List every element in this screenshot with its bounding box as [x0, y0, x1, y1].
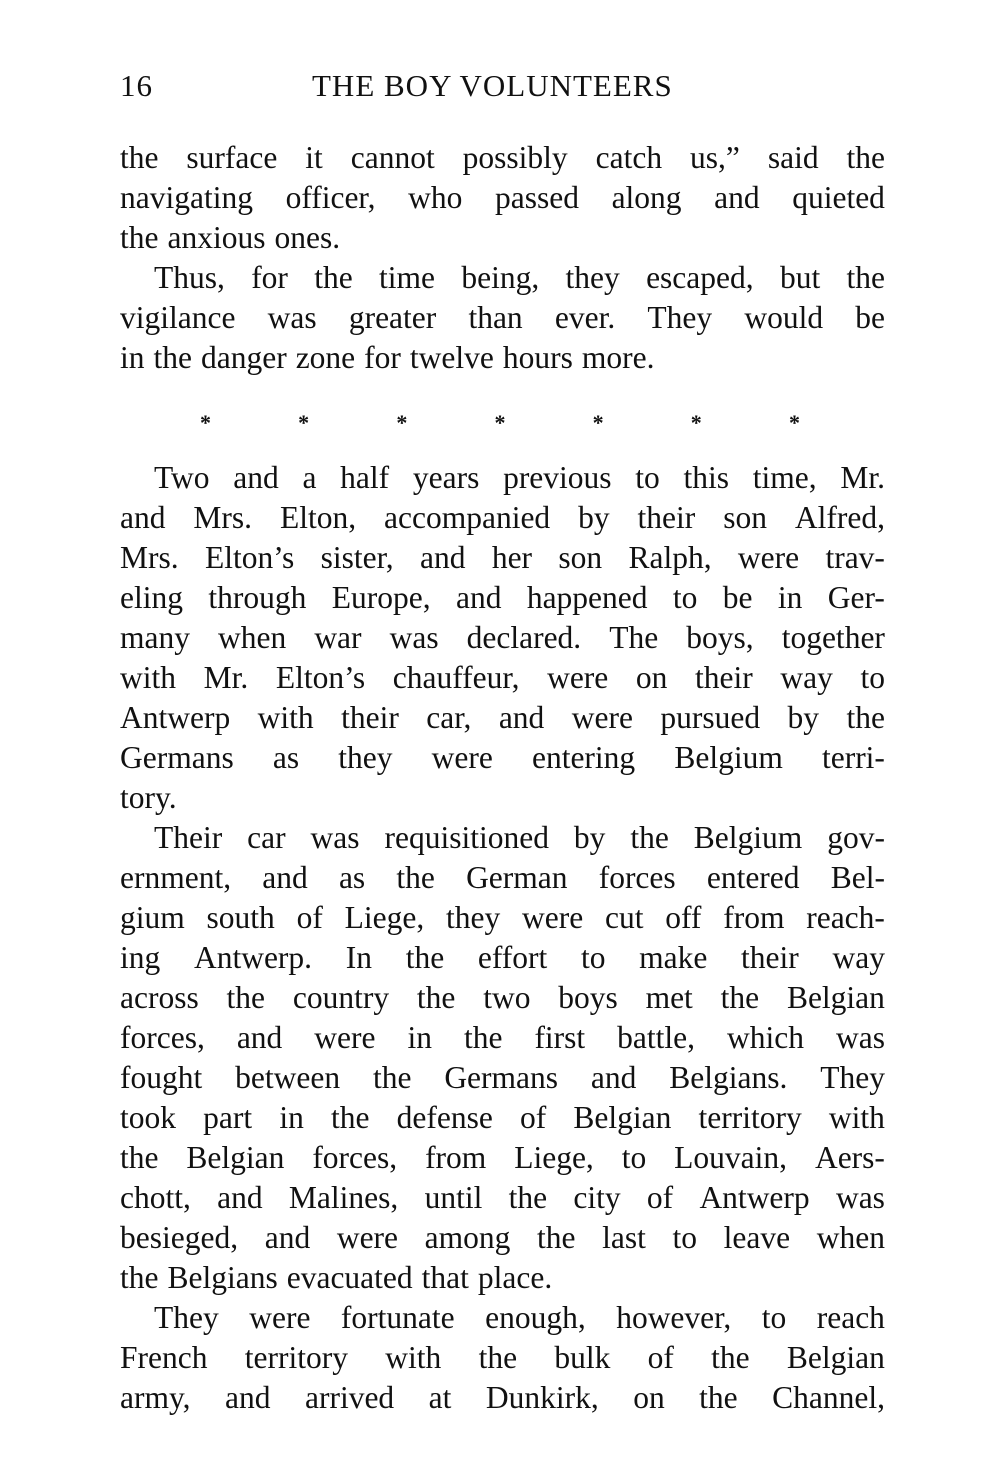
text-line: [120, 1098, 885, 1138]
word: fought: [120, 1060, 203, 1095]
word: ing: [120, 940, 161, 975]
word: of: [646, 1180, 674, 1215]
word: be: [722, 580, 753, 615]
word: and: [264, 1220, 311, 1255]
word: boys: [558, 980, 618, 1015]
word: to: [860, 660, 885, 695]
word: were: [431, 740, 493, 775]
word: were: [571, 700, 633, 735]
word: Dunkirk,: [485, 1380, 599, 1415]
word: to: [635, 460, 660, 495]
text-line: [120, 538, 885, 578]
text-line: [120, 1138, 885, 1178]
word: with: [828, 1100, 885, 1135]
word: territory: [698, 1100, 802, 1135]
word: They: [820, 1060, 885, 1095]
word: forces,: [312, 1140, 398, 1175]
word: us,”: [690, 140, 740, 175]
word: were: [522, 900, 584, 935]
word: and: [590, 1060, 637, 1095]
word: her: [491, 540, 533, 575]
word: previous: [503, 460, 612, 495]
word: Germans: [120, 740, 234, 775]
word: that: [421, 1260, 469, 1295]
word: pursued: [660, 700, 761, 735]
text-block-main: [120, 458, 885, 1418]
word: the: [120, 220, 159, 255]
word: Louvain,: [674, 1140, 788, 1175]
text-block-top: [120, 138, 885, 378]
word: Germans: [444, 1060, 559, 1095]
word: cut: [605, 900, 644, 935]
page-header: [120, 68, 885, 112]
word: declared.: [466, 620, 582, 655]
word: army,: [120, 1380, 191, 1415]
word: Liege,: [344, 900, 425, 935]
word: was: [267, 300, 317, 335]
word: entered: [706, 860, 800, 895]
word: Ralph,: [628, 540, 712, 575]
word: and: [498, 700, 545, 735]
word: Europe,: [331, 580, 431, 615]
word: vigilance: [120, 300, 236, 335]
separator-asterisk: *: [592, 410, 604, 435]
word: and: [120, 500, 166, 535]
text-line: [120, 578, 885, 618]
word: by: [578, 500, 610, 535]
word: the: [416, 980, 456, 1015]
text-line: [120, 818, 885, 858]
word: Mrs.: [193, 500, 253, 535]
word: the: [720, 980, 760, 1015]
word: however,: [616, 1300, 732, 1335]
text-line: [120, 1178, 885, 1218]
word: met: [645, 980, 693, 1015]
word: Belgian: [786, 1340, 885, 1375]
text-line: [120, 898, 885, 938]
word: Belgian: [573, 1100, 672, 1135]
word: from: [425, 1140, 487, 1175]
word: Their: [154, 820, 223, 855]
separator-asterisk: *: [690, 410, 702, 435]
word: Channel,: [772, 1380, 885, 1415]
word: Belgium: [693, 820, 803, 855]
word: Bel-: [830, 860, 885, 895]
word: surface: [186, 140, 278, 175]
text-line: [120, 1378, 885, 1418]
separator-asterisk: *: [298, 410, 310, 435]
word: bulk: [554, 1340, 611, 1375]
text-line: [120, 1258, 885, 1298]
word: In: [345, 940, 372, 975]
word: this: [683, 460, 730, 495]
word: gium: [120, 900, 185, 935]
text-line: [120, 658, 885, 698]
word: the: [846, 140, 885, 175]
word: entering: [531, 740, 636, 775]
word: many: [120, 620, 190, 655]
word: and: [420, 540, 466, 575]
word: Antwerp: [120, 700, 231, 735]
word: Belgians.: [669, 1060, 788, 1095]
word: for: [364, 340, 401, 375]
word: the: [630, 820, 669, 855]
word: ever.: [554, 300, 616, 335]
word: Mr.: [840, 460, 885, 495]
word: Elton,: [279, 500, 357, 535]
word: They: [647, 300, 713, 335]
word: Alfred,: [794, 500, 885, 535]
word: the: [846, 700, 885, 735]
word: navigating: [120, 180, 253, 215]
word: they: [565, 260, 620, 295]
word: catch: [595, 140, 663, 175]
separator-asterisk: *: [396, 410, 408, 435]
word: with: [257, 700, 314, 735]
word: when: [218, 620, 287, 655]
word: in: [120, 340, 145, 375]
word: last: [602, 1220, 646, 1255]
word: among: [424, 1220, 511, 1255]
word: in: [279, 1100, 304, 1135]
word: tory.: [120, 780, 177, 815]
word: ernment,: [120, 860, 232, 895]
word: accompanied: [384, 500, 551, 535]
word: but: [779, 260, 821, 295]
word: at: [428, 1380, 452, 1415]
word: the: [330, 1100, 370, 1135]
word: off: [665, 900, 702, 935]
word: country: [292, 980, 390, 1015]
word: twelve: [409, 340, 494, 375]
word: and: [455, 580, 502, 615]
word: and: [233, 460, 279, 495]
text-line: [120, 218, 885, 258]
word: the: [120, 1140, 159, 1175]
word: danger: [201, 340, 287, 375]
word: the: [120, 1260, 159, 1295]
word: than: [468, 300, 523, 335]
text-line: [120, 738, 885, 778]
separator-asterisk: *: [200, 410, 211, 435]
text-line: [120, 178, 885, 218]
word: by: [787, 700, 820, 735]
word: a: [302, 460, 317, 495]
word: their: [695, 660, 753, 695]
word: sister,: [320, 540, 394, 575]
word: possibly: [462, 140, 568, 175]
word: the: [711, 1340, 750, 1375]
text-line: [120, 778, 885, 818]
word: way: [780, 660, 833, 695]
word: together: [781, 620, 885, 655]
word: cannot: [350, 140, 435, 175]
word: south: [206, 900, 275, 935]
word: defense: [396, 1100, 493, 1135]
word: across: [120, 980, 199, 1015]
word: arrived: [304, 1380, 395, 1415]
word: until: [424, 1180, 483, 1215]
word: the: [396, 860, 435, 895]
word: of: [519, 1100, 547, 1135]
word: car,: [426, 700, 472, 735]
word: trav-: [825, 540, 885, 575]
word: to: [672, 580, 698, 615]
word: Malines,: [288, 1180, 399, 1215]
text-line: [120, 498, 885, 538]
word: Antwerp.: [193, 940, 313, 975]
word: of: [296, 900, 323, 935]
text-line: [120, 1218, 885, 1258]
word: and: [236, 1020, 283, 1055]
word: reach: [816, 1300, 885, 1335]
word: they: [446, 900, 501, 935]
word: evacuated: [286, 1260, 413, 1295]
running-title: THE BOY VOLUNTEERS: [312, 68, 673, 103]
text-line: [120, 298, 885, 338]
word: boys,: [686, 620, 754, 655]
word: escaped,: [646, 260, 754, 295]
word: in: [407, 1020, 432, 1055]
word: by: [573, 820, 606, 855]
word: and: [262, 860, 308, 895]
word: the: [120, 140, 159, 175]
word: anxious: [167, 220, 266, 255]
word: time: [379, 260, 436, 295]
separator-asterisk: *: [494, 410, 506, 435]
word: their: [741, 940, 799, 975]
word: being,: [461, 260, 540, 295]
word: for: [251, 260, 288, 295]
text-line: [120, 1018, 885, 1058]
word: was: [310, 820, 360, 855]
word: were: [737, 540, 800, 575]
word: along: [611, 180, 682, 215]
word: German: [466, 860, 568, 895]
word: said: [767, 140, 819, 175]
word: of: [647, 1340, 674, 1375]
text-line: [120, 698, 885, 738]
word: to: [621, 1140, 647, 1175]
text-line: [120, 1058, 885, 1098]
word: chauffeur,: [392, 660, 520, 695]
word: on: [635, 660, 668, 695]
word: enough,: [485, 1300, 586, 1335]
word: the: [405, 940, 445, 975]
word: the: [153, 340, 192, 375]
page-number: 16: [120, 68, 153, 103]
word: years: [412, 460, 480, 495]
word: in: [777, 580, 803, 615]
separator-asterisk: *: [788, 410, 800, 435]
text-line: [120, 858, 885, 898]
word: Liege,: [514, 1140, 594, 1175]
word: battle,: [617, 1020, 696, 1055]
word: were: [249, 1300, 311, 1335]
word: chott,: [120, 1180, 191, 1215]
word: when: [816, 1220, 885, 1255]
word: car: [247, 820, 286, 855]
word: Mrs.: [120, 540, 179, 575]
word: happened: [526, 580, 648, 615]
word: the: [846, 260, 885, 295]
word: besieged,: [120, 1220, 239, 1255]
word: effort: [477, 940, 548, 975]
word: were: [314, 1020, 376, 1055]
word: eling: [120, 580, 183, 615]
word: part: [203, 1100, 253, 1135]
word: between: [235, 1060, 341, 1095]
word: way: [832, 940, 885, 975]
text-line: [120, 458, 885, 498]
word: more.: [581, 340, 655, 375]
word: the: [478, 1340, 518, 1375]
word: gov-: [827, 820, 885, 855]
word: place.: [477, 1260, 553, 1295]
word: son: [723, 500, 767, 535]
word: the: [537, 1220, 576, 1255]
word: which: [727, 1020, 804, 1055]
word: reach-: [806, 900, 885, 935]
word: it: [305, 140, 323, 175]
word: city: [573, 1180, 621, 1215]
word: first: [534, 1020, 586, 1055]
word: as: [338, 860, 366, 895]
word: Belgian: [186, 1140, 285, 1175]
word: quieted: [792, 180, 885, 215]
word: Thus,: [154, 260, 225, 295]
word: Antwerp: [699, 1180, 810, 1215]
word: the: [226, 980, 266, 1015]
word: who: [408, 180, 463, 215]
word: with: [120, 660, 177, 695]
word: was: [389, 620, 439, 655]
text-line: [120, 938, 885, 978]
word: the: [372, 1060, 412, 1095]
word: Two: [154, 460, 210, 495]
word: The: [609, 620, 659, 655]
word: ones.: [274, 220, 341, 255]
word: be: [855, 300, 885, 335]
word: They: [154, 1300, 219, 1335]
word: would: [744, 300, 824, 335]
word: was: [835, 1020, 885, 1055]
word: were: [336, 1220, 399, 1255]
word: forces: [598, 860, 676, 895]
word: officer,: [285, 180, 376, 215]
word: hours: [502, 340, 573, 375]
word: forces,: [120, 1020, 205, 1055]
text-line: [120, 338, 885, 378]
word: to: [580, 940, 606, 975]
word: Belgium: [674, 740, 783, 775]
text-line: [120, 978, 885, 1018]
word: French: [120, 1340, 208, 1375]
word: zone: [295, 340, 356, 375]
word: took: [120, 1100, 177, 1135]
word: territory: [244, 1340, 348, 1375]
text-line: [120, 138, 885, 178]
word: to: [672, 1220, 698, 1255]
word: the: [699, 1380, 738, 1415]
word: terri-: [821, 740, 885, 775]
word: war: [314, 620, 362, 655]
word: the: [463, 1020, 503, 1055]
word: they: [338, 740, 393, 775]
section-separator: [200, 410, 800, 436]
word: leave: [723, 1220, 791, 1255]
word: two: [483, 980, 531, 1015]
word: and: [217, 1180, 263, 1215]
word: Aers-: [814, 1140, 885, 1175]
word: their: [637, 500, 696, 535]
word: their: [341, 700, 399, 735]
text-line: [120, 1298, 885, 1338]
word: was: [835, 1180, 885, 1215]
word: requisitioned: [384, 820, 549, 855]
word: through: [208, 580, 307, 615]
word: and: [714, 180, 760, 215]
text-line: [120, 618, 885, 658]
text-line: [120, 258, 885, 298]
word: were: [547, 660, 609, 695]
word: Elton’s: [275, 660, 366, 695]
word: Elton’s: [204, 540, 295, 575]
word: fortunate: [340, 1300, 455, 1335]
word: Ger-: [827, 580, 885, 615]
word: greater: [348, 300, 437, 335]
word: Belgian: [786, 980, 885, 1015]
word: the: [314, 260, 353, 295]
word: and: [225, 1380, 271, 1415]
word: Belgians: [167, 1260, 278, 1295]
word: passed: [494, 180, 579, 215]
word: time,: [752, 460, 817, 495]
word: Mr.: [203, 660, 249, 695]
word: the: [508, 1180, 548, 1215]
word: from: [723, 900, 785, 935]
word: with: [385, 1340, 442, 1375]
word: make: [639, 940, 708, 975]
word: on: [633, 1380, 665, 1415]
text-line: [120, 1338, 885, 1378]
word: son: [558, 540, 603, 575]
word: to: [761, 1300, 787, 1335]
word: as: [272, 740, 300, 775]
word: half: [340, 460, 390, 495]
